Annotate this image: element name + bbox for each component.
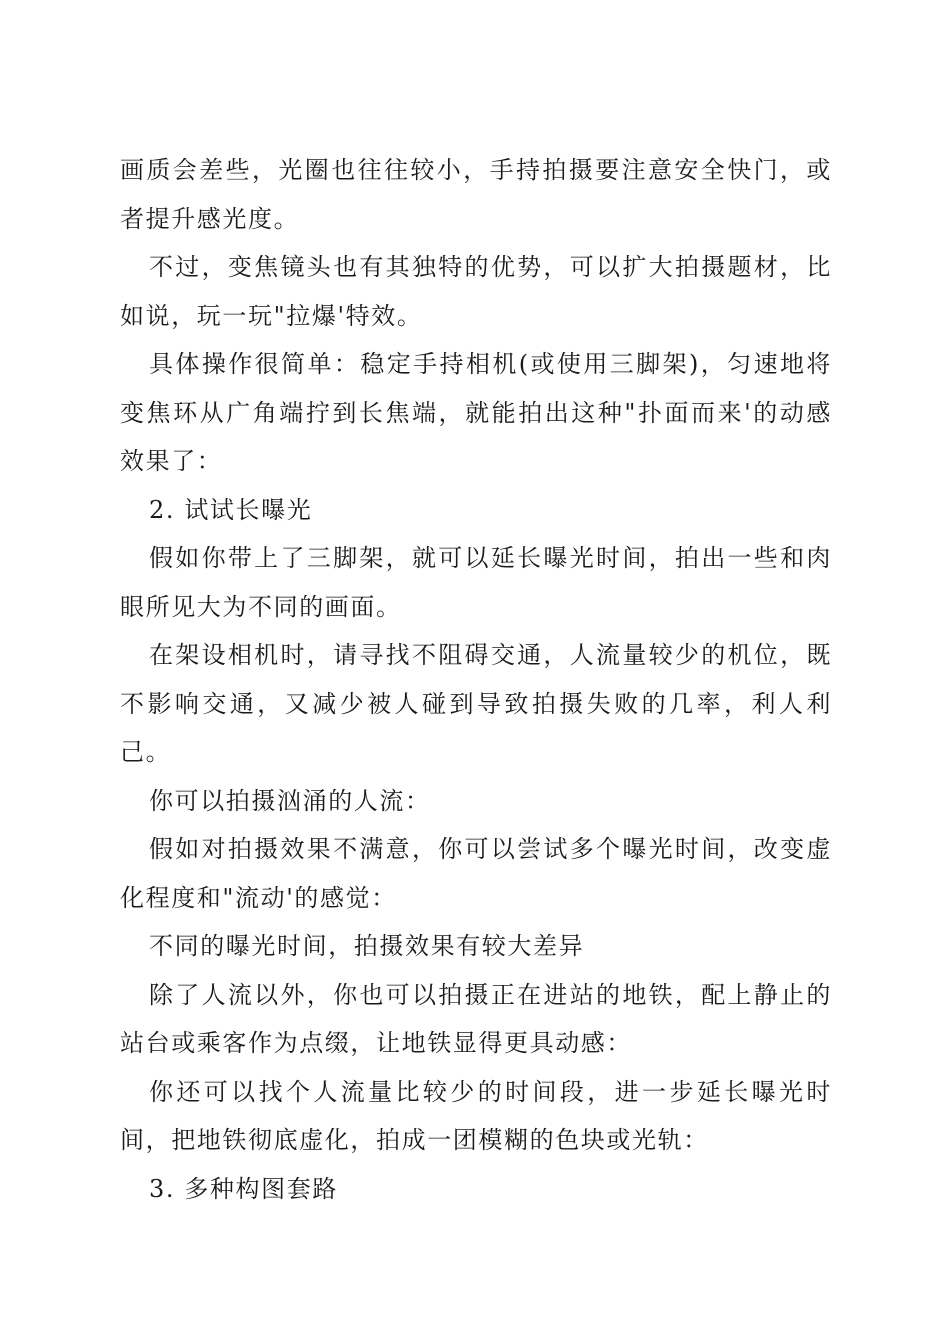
document-body [120,146,832,1213]
paragraph-8: 不同的曝光时间，拍摄效果有较大差异 [149,932,585,960]
paragraph-9: 除了人流以外，你也可以拍摄正在进站的地铁，配上静止的站台或乘客作为点缀，让地铁显得更具动感： [120,980,832,1057]
paragraph-4: 假如你带上了三脚架，就可以延长曝光时间，拍出一些和肉眼所见大为不同的画面。 [120,544,832,621]
section-heading-3: 3. 多种构图套路 [149,1174,338,1203]
paragraph-1: 画质会差些，光圈也往往较小，手持拍摄要注意安全快门，或者提升感光度。 [120,156,832,233]
paragraph-7: 假如对拍摄效果不满意，你可以尝试多个曝光时间，改变虚化程度和"流动'的感觉： [120,835,832,912]
paragraph-3: 具体操作很简单：稳定手持相机(或使用三脚架)，匀速地将变焦环从广角端拧到长焦端，就能拍出这种"扑面而来'的动感效果了： [120,350,832,475]
section-heading-2: 2. 试试长曝光 [149,495,313,524]
paragraph-6: 你可以拍摄汹涌的人流： [149,786,431,815]
paragraph-10: 你还可以找个人流量比较少的时间段，进一步延长曝光时间，把地铁彻底虚化，拍成一团模糊的色块或光轨： [120,1077,832,1154]
paragraph-5: 在架设相机时，请寻找不阻碍交通，人流量较少的机位，既不影响交通，又减少被人碰到导致拍摄失败的几率，利人利己。 [120,641,832,766]
paragraph-2: 不过，变焦镜头也有其独特的优势，可以扩大拍摄题材，比如说，玩一玩"拉爆'特效。 [120,253,832,330]
